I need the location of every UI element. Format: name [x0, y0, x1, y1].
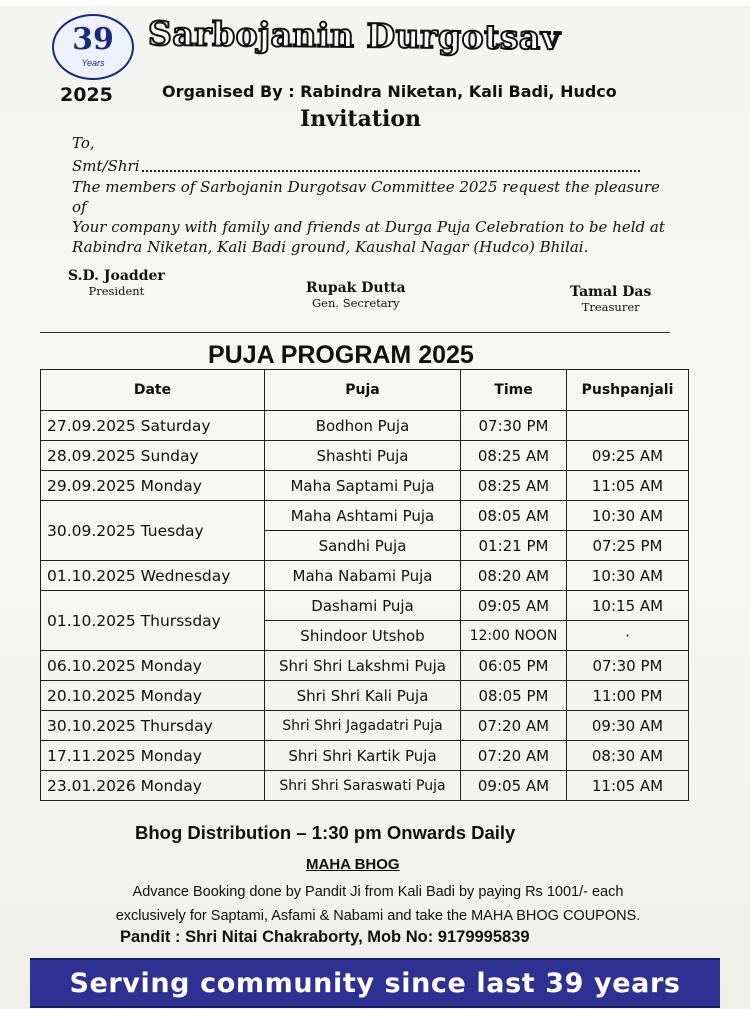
anniversary-logo	[52, 14, 134, 80]
invitation-body	[72, 177, 672, 257]
program-title: PUJA PROGRAM 2025	[208, 341, 474, 369]
cell-time: 09:05 AM	[461, 591, 567, 621]
banner-text: Serving community since last 39 years	[69, 968, 681, 999]
advance-line: Advance Booking done by Pandit Ji from Kali Badi by paying Rs 1001/- each	[132, 884, 624, 900]
table-row	[41, 561, 689, 591]
maha-bhog-heading: MAHA BHOG	[306, 856, 400, 873]
cell-pushpanjali: 11:05 AM	[567, 471, 689, 501]
logo-caption: Years	[81, 58, 105, 68]
cell-pushpanjali: ·	[567, 621, 689, 651]
logo-number: 39	[72, 22, 114, 57]
body-line: Your company with family and friends at Durga Puja Celebration to be held at	[72, 218, 665, 236]
bhog-distribution-note: Bhog Distribution – 1:30 pm Onwards Daily	[135, 822, 516, 843]
cell-puja: Maha Nabami Puja	[265, 561, 461, 591]
invitation-heading: Invitation	[300, 106, 422, 132]
column-header-date: Date	[41, 370, 265, 411]
cell-time: 12:00 NOON	[461, 621, 567, 651]
cell-time: 07:20 AM	[461, 741, 567, 771]
cell-date: 30.10.2025 Thursday	[41, 711, 265, 741]
signatory-role: Gen. Secretary	[311, 296, 400, 310]
cell-puja: Shri Shri Lakshmi Puja	[265, 651, 461, 681]
table-row	[41, 651, 689, 681]
cell-time: 08:20 AM	[461, 561, 567, 591]
cell-pushpanjali: 10:30 AM	[567, 501, 689, 531]
footer-banner	[30, 958, 720, 1008]
table-row	[41, 441, 689, 471]
cell-puja: Maha Ashtami Puja	[265, 501, 461, 531]
cell-time: 09:05 AM	[461, 771, 567, 801]
cell-time: 08:25 AM	[461, 471, 567, 501]
cell-pushpanjali: 11:00 PM	[567, 681, 689, 711]
table-row	[41, 411, 689, 441]
cell-date: 29.09.2025 Monday	[41, 471, 265, 501]
cell-date: 01.10.2025 Wednesday	[41, 561, 265, 591]
cell-time: 08:05 AM	[461, 501, 567, 531]
cell-puja: Dashami Puja	[265, 591, 461, 621]
page-title: Sarbojanin Durgotsav	[147, 13, 561, 58]
signatory-role: Treasurer	[581, 300, 640, 314]
organiser-line: Organised By : Rabindra Niketan, Kali Badi, Hudco	[162, 82, 617, 101]
cell-pushpanjali: 10:30 AM	[567, 561, 689, 591]
signatory-president	[68, 268, 165, 298]
column-header-pushpanjali: Pushpanjali	[567, 370, 689, 411]
cell-puja: Sandhi Puja	[265, 531, 461, 561]
signatory-name: Rupak Dutta	[306, 280, 406, 296]
advance-booking-note	[58, 880, 698, 928]
cell-time: 07:30 PM	[461, 411, 567, 441]
cell-time: 08:05 PM	[461, 681, 567, 711]
cell-pushpanjali: 09:30 AM	[567, 711, 689, 741]
header-year: 2025	[60, 84, 113, 106]
signatory-name: Tamal Das	[570, 284, 652, 300]
signatory-secretary	[306, 280, 406, 310]
cell-pushpanjali: 07:25 PM	[567, 531, 689, 561]
cell-date: 20.10.2025 Monday	[41, 681, 265, 711]
cell-time: 08:25 AM	[461, 441, 567, 471]
pandit-contact: Pandit : Shri Nitai Chakraborty, Mob No: 9179995839	[120, 928, 530, 946]
to-label: To,	[72, 134, 95, 152]
table-row	[41, 471, 689, 501]
cell-puja: Maha Saptami Puja	[265, 471, 461, 501]
cell-puja: Shri Shri Kali Puja	[265, 681, 461, 711]
signatory-role: President	[88, 284, 145, 298]
cell-pushpanjali	[567, 411, 689, 441]
body-line: Rabindra Niketan, Kali Badi ground, Kaushal Nagar (Hudco) Bhilai.	[72, 238, 589, 256]
column-header-puja: Puja	[265, 370, 461, 411]
cell-pushpanjali: 10:15 AM	[567, 591, 689, 621]
table-row	[41, 771, 689, 801]
cell-pushpanjali: 11:05 AM	[567, 771, 689, 801]
cell-time: 01:21 PM	[461, 531, 567, 561]
table-row	[41, 501, 689, 531]
cell-puja: Shashti Puja	[265, 441, 461, 471]
body-line: The members of Sarbojanin Durgotsav Committee 2025 request the pleasure of	[72, 178, 660, 216]
table-row	[41, 741, 689, 771]
cell-pushpanjali: 08:30 AM	[567, 741, 689, 771]
cell-time: 07:20 AM	[461, 711, 567, 741]
signatory-name: S.D. Joadder	[68, 268, 165, 284]
cell-pushpanjali: 07:30 PM	[567, 651, 689, 681]
cell-date: 01.10.2025 Thurssday	[41, 591, 265, 651]
cell-puja: Shri Shri Kartik Puja	[265, 741, 461, 771]
cell-puja: Bodhon Puja	[265, 411, 461, 441]
cell-date: 30.09.2025 Tuesday	[41, 501, 265, 561]
cell-puja: Shri Shri Saraswati Puja	[265, 771, 461, 801]
cell-puja: Shindoor Utshob	[265, 621, 461, 651]
cell-time: 06:05 PM	[461, 651, 567, 681]
cell-date: 17.11.2025 Monday	[41, 741, 265, 771]
section-divider	[40, 332, 670, 333]
column-header-time: Time	[461, 370, 567, 411]
cell-date: 28.09.2025 Sunday	[41, 441, 265, 471]
table-header-row	[41, 370, 689, 411]
cell-date: 23.01.2026 Monday	[41, 771, 265, 801]
cell-puja: Shri Shri Jagadatri Puja	[265, 711, 461, 741]
invitation-card	[0, 6, 750, 1009]
puja-program-table	[40, 369, 689, 801]
table-row	[41, 711, 689, 741]
table-row	[41, 591, 689, 621]
addressee-dotted-line	[142, 170, 640, 172]
cell-pushpanjali: 09:25 AM	[567, 441, 689, 471]
table-row	[41, 681, 689, 711]
advance-line: exclusively for Saptami, Asfami & Nabami and take the MAHA BHOG COUPONS.	[115, 908, 641, 924]
cell-date: 27.09.2025 Saturday	[41, 411, 265, 441]
addressee-label: Smt/Shri	[72, 157, 140, 175]
cell-date: 06.10.2025 Monday	[41, 651, 265, 681]
signatory-treasurer	[570, 284, 651, 314]
